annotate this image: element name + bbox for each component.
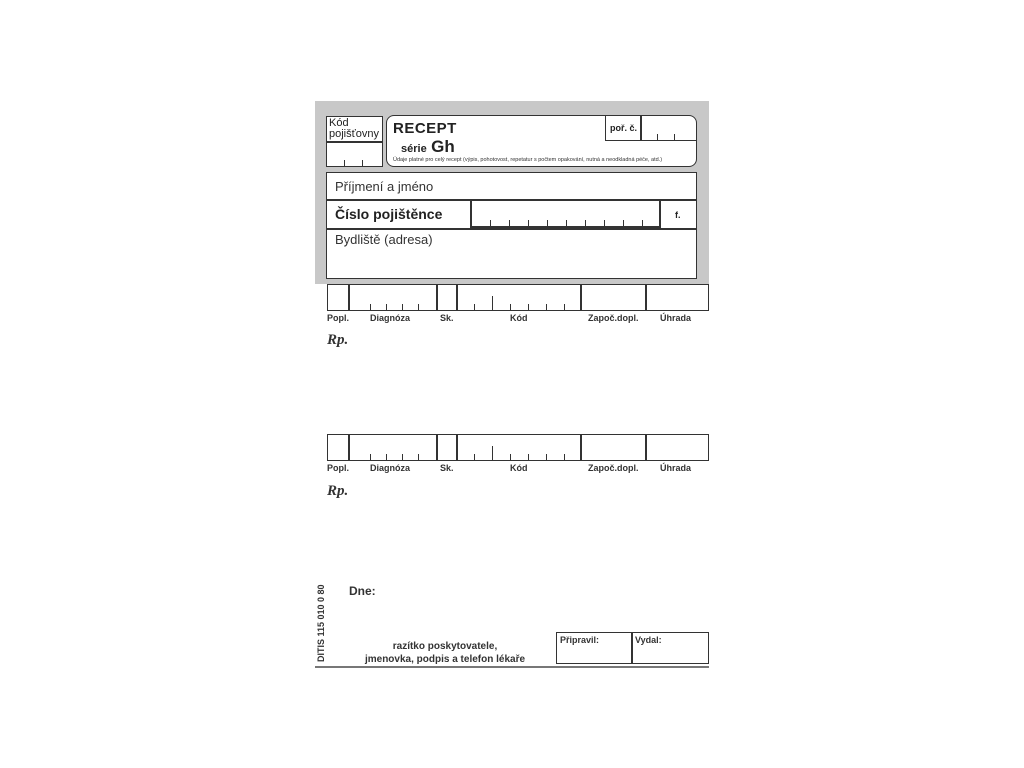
col-zapoc-2: Započ.dopl.	[588, 463, 639, 473]
dne-label: Dne:	[349, 584, 376, 598]
col-zapoc-1: Započ.dopl.	[588, 313, 639, 323]
col-diagnoza-2: Diagnóza	[370, 463, 411, 473]
col-sk-1: Sk.	[440, 313, 454, 323]
serie-value: Gh	[431, 137, 455, 156]
col-kod-2: Kód	[510, 463, 528, 473]
insurance-number-label: Číslo pojištěnce	[335, 206, 443, 222]
patient-info-box	[326, 172, 697, 279]
header-note: Údaje platné pro celý recept (výpis, pohotovost, repetatur s počtem opakování, nutná a neodkladná péče, atd.)	[393, 157, 663, 163]
por-c-box	[605, 116, 696, 141]
col-popl-1: Popl.	[327, 313, 349, 323]
ditis-code: DITIS 115 010 0 80	[316, 584, 326, 662]
diagnosis-row-2	[327, 434, 709, 461]
por-c-label: poř. č.	[610, 123, 638, 133]
pripravil-label: Připravil:	[560, 635, 600, 645]
diagnosis-row-1	[327, 284, 709, 311]
insurance-code-box	[326, 116, 383, 167]
signature-box	[556, 632, 709, 664]
stamp-line-1: razítko poskytovatele,	[392, 641, 498, 652]
col-uhrada-2: Úhrada	[660, 463, 692, 473]
stamp-line-2: jmenovka, podpis a telefon lékaře	[364, 654, 526, 665]
vydal-label: Vydal:	[635, 635, 662, 645]
col-sk-2: Sk.	[440, 463, 454, 473]
col-uhrada-1: Úhrada	[660, 313, 692, 323]
serie-label: série	[401, 143, 427, 155]
recept-title-box	[386, 115, 697, 167]
col-kod-1: Kód	[510, 313, 528, 323]
serie-line	[401, 137, 455, 157]
rp-label-2: Rp.	[327, 483, 349, 499]
name-label: Příjmení a jméno	[335, 179, 434, 194]
rp-label-1: Rp.	[327, 332, 349, 348]
insurance-code-label: Kód pojišťovny	[329, 117, 379, 140]
col-diagnoza-1: Diagnóza	[370, 313, 411, 323]
col-popl-2: Popl.	[327, 463, 349, 473]
f-label: f.	[675, 210, 681, 220]
bottom-rule	[315, 666, 709, 668]
recept-title: RECEPT	[393, 120, 457, 137]
stamp-caption	[340, 640, 550, 666]
address-label: Bydliště (adresa)	[335, 232, 433, 247]
insurance-number-field[interactable]	[470, 199, 661, 228]
